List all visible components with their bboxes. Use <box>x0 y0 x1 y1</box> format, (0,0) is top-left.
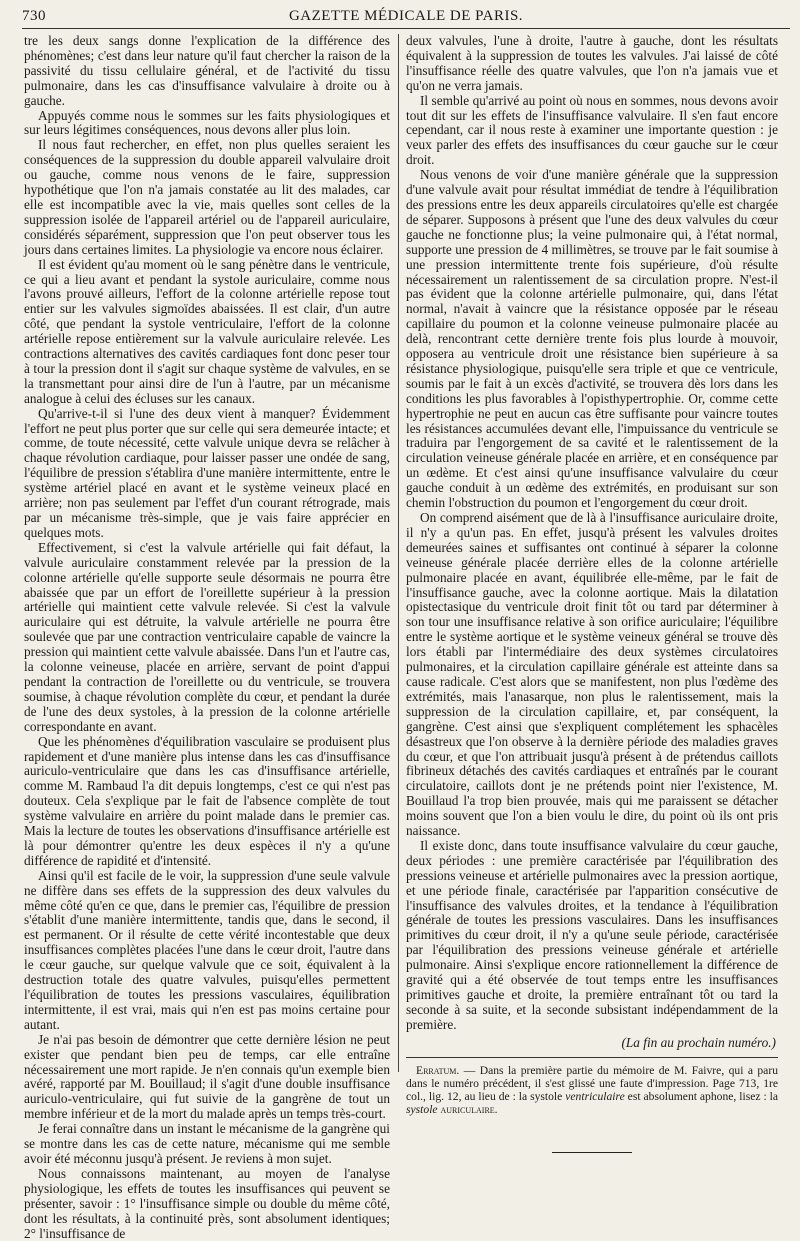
continuation-note: (La fin au prochain numéro.) <box>621 1034 776 1050</box>
paragraph: Appuyés comme nous le sommes sur les faits physiologiques et sur leurs légitimes conséquences, nous devons aller plus loin. <box>24 107 390 138</box>
paragraph: Ainsi qu'il est facile de le voir, la suppression d'une seule valvule ne diffère dans ses effets de la suppression des deux valvules du même côté qu'en ce que, dans le premier cas, l'équilibre de pression s'établit d'une manière intermittente, tandis que, dans le second, il est permanent. Or il résulte de cette vérité incontestable que deux insuffisances complètes placées l'une dans le cœur droit, l'autre dans le cœur gauche, sur quelque valvule que ce soit, équivalent à la destruction totale des quatre valvules, puisqu'elles permettent l'équilibration de toutes les pressions vasculaires, équilibration intermittente, il est vrai, mais qui n'en est pas moins certaine pour autant. <box>24 867 390 1032</box>
erratum-rule <box>406 1057 778 1058</box>
erratum-text: — Dans la première partie du mémoire de M. Faivre, qui a paru dans le numéro précédent, il s'est glissé une faute d'impression. Page 713, 1re col., lig. 12, au lieu de : la systole <box>406 1063 778 1103</box>
running-header <box>22 6 790 28</box>
paragraph: Il est évident qu'au moment où le sang pénètre dans le ventricule, ce qui a lieu avant et pendant la systole auriculaire, comme nous l'avons prouvé ailleurs, l'effort de la colonne artérielle repose tout entier sur les valvules sigmoïdes abaissées. Il est clair, d'un autre côté, que pendant la systole ventriculaire, l'effort de la colonne artérielle repose entièrement sur la valvule auriculaire relevée. Les contractions alternatives des cavités cardiaques font donc peser tour à tour la pression dont il s'agit sur chaque système de valvules, en se la transmettant pour ainsi dire de l'un à l'autre, par un mécanisme analogue à celui des écluses sur les canaux. <box>24 256 390 406</box>
left-column <box>24 34 390 1241</box>
paragraph: Que les phénomènes d'équilibration vasculaire se produisent plus rapidement et d'une manière plus intense dans les cas d'insuffisance auriculo-ventriculaire que dans les cas d'insuffisance artérielle, comme M. Rambaud l'a dit depuis longtemps, c'est ce qui n'est pas douteux. Cela s'explique par le fait de l'absence complète de tout système valvulaire en arrière du point malade dans le premier cas. Mais la lecture de toutes les observations d'insuffisance artérielle est là pour démontrer qu'entre les deux espèces il n'y a qu'une différence de rapidité et d'intensité. <box>24 733 390 868</box>
paragraph: Il existe donc, dans toute insuffisance valvulaire du cœur gauche, deux périodes : une première caractérisée par l'équilibration des pressions veineuse et artérielle pulmonaires avec la pression aortique, et une période finale, caractérisée par l'apparition consécutive de l'insuffisance des valvules droites, et la tendance à l'équilibration générale de toutes les pressions vasculaires. Dans les insuffisances primitives du cœur droit, il n'y a qu'une seule période, caractérisée par l'équilibration des pressions veineuse générale et artérielle pulmonaire. Ainsi s'explique encore rationnellement la différence de gravité qui a été observée de tout temps entre les insuffisances primitives gauche et droite, la première entraînant tôt ou tard la seconde à sa suite, et la seconde subsistant indépendamment de la première. <box>406 837 778 1032</box>
right-column <box>406 34 778 1153</box>
erratum-label: Erratum. <box>416 1063 460 1077</box>
erratum-smallcaps: auriculaire. <box>437 1102 498 1116</box>
end-rule <box>552 1152 632 1153</box>
erratum-italic: systole <box>406 1102 438 1116</box>
paragraph: deux valvules, l'une à droite, l'autre à gauche, dont les résultats équivalent à la suppression de toutes les valvules. J'ai laissé de côté l'insuffisance réelle des quatre valvules, que l'on n'a jamais vue et qu'on ne verra jamais. <box>406 33 778 93</box>
journal-title: GAZETTE MÉDICALE DE PARIS. <box>288 8 524 24</box>
erratum-note <box>406 1064 778 1116</box>
paragraph: Je n'ai pas besoin de démontrer que cette dernière lésion ne peut exister que pendant bien peu de temps, car elle entraîne nécessairement une mort rapide. Je n'en connais qu'un exemple bien avéré, rapporté par M. Bouillaud; il s'agit d'une double insuffisance auriculo-ventriculaire, qui fut suivie de la gangrène de tout un membre inférieur et de la mort du malade après un temps très-court. <box>24 1031 390 1122</box>
header-rule <box>22 28 790 29</box>
paragraph: Il semble qu'arrivé au point où nous en sommes, nous devons avoir tout dit sur les effets de l'insuffisance valvulaire. Il s'en faut encore cependant, car il nous reste à examiner une importante question : je veux parler des effets des insuffisances du cœur gauche sur le cœur droit. <box>406 92 778 168</box>
erratum-italic: ventriculaire <box>565 1089 625 1103</box>
paragraph: Je ferai connaître dans un instant le mécanisme de la gangrène qui se montre dans les cas de cette nature, mécanisme qui me semble avoir été méconnu jusqu'à présent. Je reviens à mon sujet. <box>24 1121 390 1166</box>
paragraph: On comprend aisément que de là à l'insuffisance auriculaire droite, il n'y a qu'un pas. En effet, jusqu'à présent les valvules droites demeurées saines et suffisantes ont continué à séparer la colonne veineuse générale placée derrière elles de la colonne artérielle pulmonaire placée en avant, équilibrée elle-même, par le fait de l'insuffisance gauche, avec la colonne aortique. Mais la dilatation opistectasique du ventricule droit finit tôt ou tard par déterminer à son tour une insuffisance relative à son orifice auriculaire; l'équilibre entre le système aortique et le système veineux général se trouve dès lors établi par l'intermédiaire des deux systèmes circulatoires pulmonaires, et la circulation capillaire générale est atteinte dans sa cause radicale. C'est alors que se manifestent, non plus l'œdème des extrémités, mais l'anasarque, non plus le ralentissement, mais la suppression de la circulation capillaire, et, par conséquent, la gangrène. C'est ainsi que s'expliquent complétement les sphacèles désastreux que l'on observe à la dernière période des maladies graves du cœur, et que l'on attribuait jusqu'à présent à de prétendus caillots fibrineux détachés des cavités cardiaques et entraînés par le courant circulatoire, caillots dont je ne prétends point nier l'existence, M. Bouillaud l'a trop bien prouvée, mais qui me paraissent se détacher moins souvent que l'on a bien voulu le dire, du point où ils ont pris naissance. <box>406 510 778 839</box>
paragraph: tre les deux sangs donne l'explication de la différence des phénomènes; c'est dans leur nature qu'il faut chercher la raison de la passivité du tissu cellulaire général, et de l'activité du tissu pulmonaire, dans les cas d'insuffisance valvulaire à droite ou à gauche. <box>24 33 390 108</box>
paragraph: Nous venons de voir d'une manière générale que la suppression d'une valvule avait pour résultat immédiat de tendre à l'équilibration des pressions entre les deux appareils circulatoires qu'elle est chargée de séparer. Supposons à présent que l'une des deux valvules du cœur gauche ne fonctionne plus; la veine pulmonaire qui, à l'état normal, supporte une pression de 4 millimètres, se trouve par le fait soumise à une pression intermittente trente fois supérieure, d'où résulte nécessairement un ralentissement de sa circulation propre. N'est-il pas évident que la colonne artérielle pulmonaire, qui, dans l'état normal, n'avait à vaincre que la résistance opposée par le réseau capillaire du poumon et la colonne veineuse pulmonaire placée au delà, rencontrant cette dernière trente fois plus lourde à mouvoir, opposera au ventricule droit une résistance bien supérieure à sa résistance physiologique, puisqu'elle sera triple et que ce ventricule, soumis par le fait à un excès d'activité, se trouvera dès lors dans les conditions les plus favorables à l'opisthypertrophie. Or, comme cette hypertrophie ne peut en aucun cas être suffisante pour vaincre toutes les résistances accumulées devant elle, l'impuissance du ventricule se traduira par l'engorgement de sa cavité et le ralentissement de la circulation veineuse générale placée en arrière, et en conséquence par un œdème. Et c'est ainsi qu'une insuffisance valvulaire du cœur gauche conduit à un œdème des extrémités, en produisant sur son chemin l'obstruction du poumon et l'engorgement du cœur droit. <box>406 167 778 511</box>
column-divider <box>398 34 399 1072</box>
paragraph: Nous connaissons maintenant, au moyen de l'analyse physiologique, les effets de toutes les insuffisances qui peuvent se présenter, savoir : 1° l'insuffisance simple ou double du même côté, dont les résultats, à la continuité près, sont absolument identiques; 2° l'insuffisance de <box>24 1165 390 1241</box>
page-number: 730 <box>22 8 46 24</box>
paragraph: Il nous faut rechercher, en effet, non plus quelles seraient les conséquences de la suppression du double appareil valvulaire droit ou gauche, comme nous venons de le faire, suppression hypothétique que l'on n'a jamais constatée au lit des malades, car elle est incompatible avec la vie, mais quelles sont celles de la suppression isolée de l'appareil artériel ou de l'appareil auriculaire, considérés séparément, suppression que l'on peut observer tous les jours dans certaines limites. La physiologie va encore nous éclairer. <box>24 137 390 257</box>
paragraph: Qu'arrive-t-il si l'une des deux vient à manquer? Évidemment l'effort ne peut plus porter que sur celle qui sera demeurée intacte; et comme, de toute nécessité, cette valvule unique devra se relâcher à chaque révolution cardiaque, pour laisser passer une ondée de sang, l'équilibre de pression s'établira d'une manière intermittente, entre le système artériel placé en avant et le système veineux placé en arrière; non pas seulement par l'effet d'un courant rétrograde, mais par un mécanisme très-simple, que je vais faire apprécier en quelques mots. <box>24 405 390 540</box>
erratum-text: est absolument aphone, lisez : la <box>624 1089 778 1103</box>
paragraph: Effectivement, si c'est la valvule artérielle qui fait défaut, la valvule auriculaire constamment relevée par la pression de la colonne artérielle qu'elle supporte seule désormais ne pourra être abaissée que par un effort de l'oreillette supérieur à la pression artérielle qui maintient cette valvule relevée. Si c'est la valvule auriculaire qui est détruite, la valvule artérielle ne pourra être soulevée que par une contraction ventriculaire capable de vaincre la pression qui maintient cette valvule abaissée. Dans l'un et l'autre cas, la colonne veineuse, placée en arrière, servant de point d'appui pendant la contraction de l'oreillette ou du ventricule, se trouvera soumise, à chaque révolution complète du cœur, et pendant la durée de l'une des deux systoles, à la pression de la colonne artérielle correspondante en avant. <box>24 539 390 734</box>
